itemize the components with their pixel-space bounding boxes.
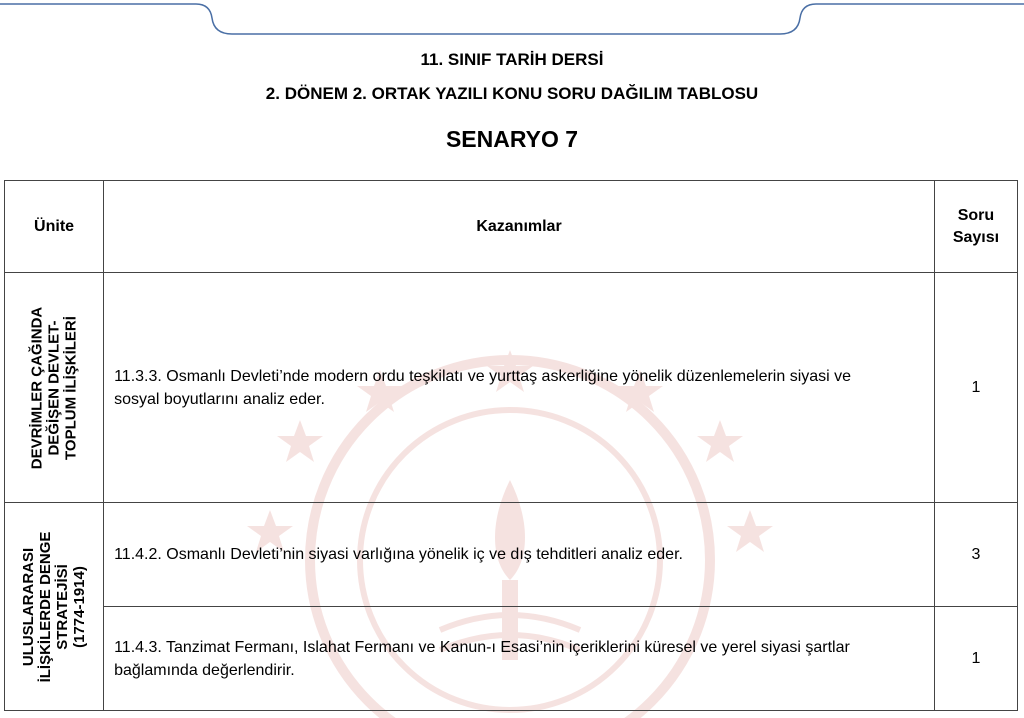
unit-label-revolutions (29, 306, 80, 469)
outcome-cell: 11.3.3. Osmanlı Devleti’nde modern ordu teşkilatı ve yurttaş askerliğine yönelik düzenlemelerin siyasi ve sosyal boyutlarını analiz eder. (104, 273, 935, 503)
question-count-column-header (934, 181, 1017, 273)
unit-label-international-relations (20, 531, 88, 682)
header-decoration (0, 0, 1024, 40)
outcome-cell: 11.4.3. Tanzimat Fermanı, Islahat Fermanı ve Kanun-ı Esasi’nin içeriklerini küresel ve yerel siyasi şartlar bağlamında değerlendirir. (104, 607, 935, 711)
table-row (5, 273, 1018, 503)
unit-label-line: STRATEJİSİ (54, 563, 72, 650)
table-row (5, 607, 1018, 711)
outcome-cell: 11.4.2. Osmanlı Devleti’nin siyasi varlığına yönelik iç ve dış tehditleri analiz eder. (104, 503, 935, 607)
unit-column-header: Ünite (5, 181, 104, 273)
question-count-header-line1: Soru (957, 206, 995, 224)
question-count-cell: 1 (934, 607, 1017, 711)
table-header-row (5, 181, 1018, 273)
unit-cell-international-relations (5, 503, 104, 711)
question-distribution-table (4, 180, 1018, 711)
unit-label-line: ULUSLARARASI (20, 547, 38, 666)
document-subtitle: 2. DÖNEM 2. ORTAK YAZILI KONU SORU DAĞILIM TABLOSU (265, 84, 759, 103)
unit-cell-revolutions (5, 273, 104, 503)
question-count-header-line2: Sayısı (952, 228, 1000, 246)
question-count-cell: 1 (934, 273, 1017, 503)
scenario-heading: SENARYO 7 (445, 126, 579, 152)
table-row (5, 503, 1018, 607)
unit-label-line: DEĞİŞEN DEVLET- (45, 319, 63, 456)
outcomes-column-header: Kazanımlar (104, 181, 935, 273)
unit-label-line: TOPLUM İLİŞKİLERİ (62, 315, 80, 460)
unit-label-line: (1774-1914) (71, 565, 89, 648)
unit-label-line: DEVRİMLER ÇAĞINDA (28, 306, 46, 469)
question-count-cell: 3 (934, 503, 1017, 607)
document-title: 11. SINIF TARİH DERSİ (420, 50, 604, 69)
unit-label-line: İLİŞKİLERDE DENGE (37, 531, 55, 682)
